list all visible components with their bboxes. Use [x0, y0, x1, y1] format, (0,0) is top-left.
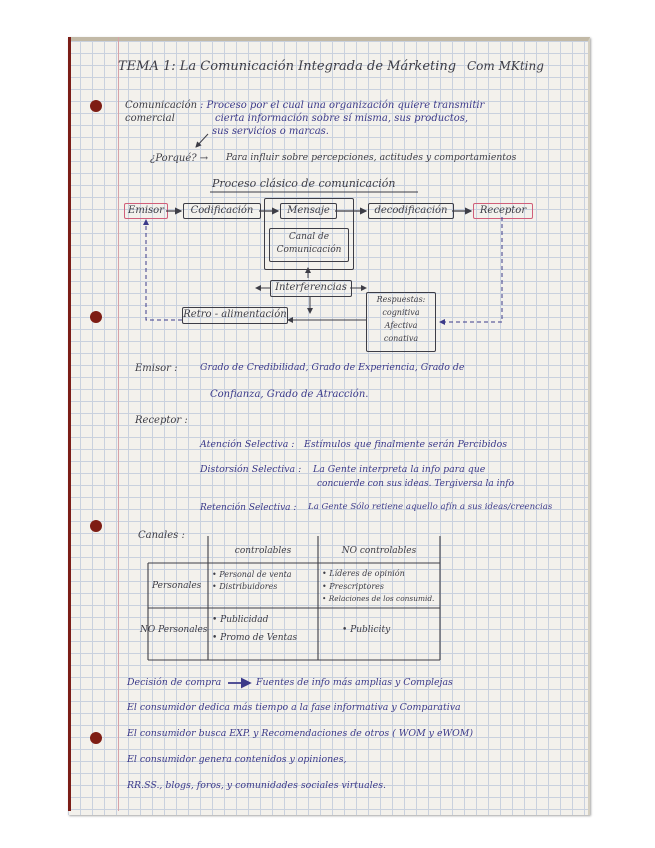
footer-note: El consumidor dedica más tiempo a la fase informativa y Comparativa	[127, 702, 461, 713]
canales-cell-item: • Personal de venta	[212, 570, 292, 579]
why-question: ¿Porqué? →	[150, 153, 209, 164]
interferencias-label: Interferencias	[275, 282, 347, 293]
canales-row-label: NO Personales	[140, 625, 208, 635]
definition-text-line3: sus servicios o marcas.	[212, 126, 329, 137]
canales-label: Canales :	[138, 530, 185, 541]
respuestas-line3: Afectiva	[384, 321, 418, 330]
footer-note: El consumidor genera contenidos y opiniones,	[127, 754, 347, 765]
canal-label-line2: Comunicación	[276, 245, 342, 255]
retencion-selectiva-text: La Gente Sólo retiene aquello afín a sus ideas/creencias	[308, 502, 553, 512]
mensaje-label: Mensaje	[287, 205, 330, 216]
canal-label-line1: Canal de	[288, 232, 330, 242]
decodificacion-label: decodificación	[374, 205, 448, 216]
respuestas-line1: Respuestas:	[376, 295, 426, 304]
definition-text-line2: cierta información sobre sí misma, sus productos,	[215, 113, 469, 124]
receptor-notes-label: Receptor :	[135, 415, 188, 426]
canales-cell-item: • Publicidad	[212, 615, 269, 625]
diagram-title: Proceso clásico de comunicación	[212, 177, 396, 190]
definition-text-line1: : Proceso por el cual una organización quiere transmitir	[200, 100, 485, 111]
footer-note: RR.SS., blogs, foros, y comunidades sociales virtuales.	[127, 780, 387, 791]
respuestas-line4: conativa	[383, 334, 419, 343]
emisor-notes-label: Emisor :	[135, 363, 178, 374]
retencion-selectiva-term: Retención Selectiva :	[200, 503, 297, 513]
emisor-label: Emisor	[128, 205, 164, 216]
canales-cell-item: • Prescriptores	[322, 582, 384, 591]
emisor-notes-line1: Grado de Credibilidad, Grado de Experiencia, Grado de	[200, 362, 465, 373]
canales-cell-item: • Líderes de opinión	[322, 569, 405, 578]
distorsion-selectiva-text2: concuerde con sus ideas. Tergiversa la info	[317, 479, 515, 489]
canales-row-label: Personales	[152, 581, 202, 591]
respuestas-line2: cognitiva	[382, 308, 420, 317]
footer-note: El consumidor busca EXP. y Recomendaciones de otros ( WOM y eWOM)	[127, 728, 474, 739]
page-title: TEMA 1: La Comunicación Integrada de Márketing	[118, 59, 457, 74]
codificacion-label: Codificación	[190, 205, 254, 216]
emisor-notes-line2: Confianza, Grado de Atracción.	[210, 389, 369, 400]
footer-note-decision-result: Fuentes de info más amplias y Complejas	[256, 677, 453, 688]
atencion-selectiva-text: Estímulos que finalmente serán Percibidos	[304, 439, 508, 450]
distorsion-selectiva-term: Distorsión Selectiva :	[200, 464, 302, 475]
canales-cell-item: • Publicity	[342, 625, 391, 635]
footer-note-decision: Decisión de compra	[127, 677, 222, 688]
canales-cell-item: • Relaciones de los consumid.	[322, 594, 435, 603]
retroalimentacion-label: Retro - alimentación	[183, 309, 287, 320]
canales-col-header: NO controlables	[341, 546, 417, 556]
page-title-abbrev: Com MKting	[467, 59, 544, 73]
definition-term-line2: comercial	[125, 113, 175, 124]
atencion-selectiva-term: Atención Selectiva :	[200, 439, 295, 450]
canales-cell-item: • Distribuidores	[212, 582, 278, 591]
canales-cell-item: • Promo de Ventas	[212, 633, 298, 643]
receptor-label: Receptor	[479, 205, 527, 216]
distorsion-selectiva-text: La Gente interpreta la info para que	[313, 464, 486, 475]
canales-col-header: controlables	[234, 546, 292, 556]
why-answer: Para influir sobre percepciones, actitudes y comportamientos	[226, 152, 517, 163]
definition-term-line1: Comunicación	[125, 100, 198, 111]
